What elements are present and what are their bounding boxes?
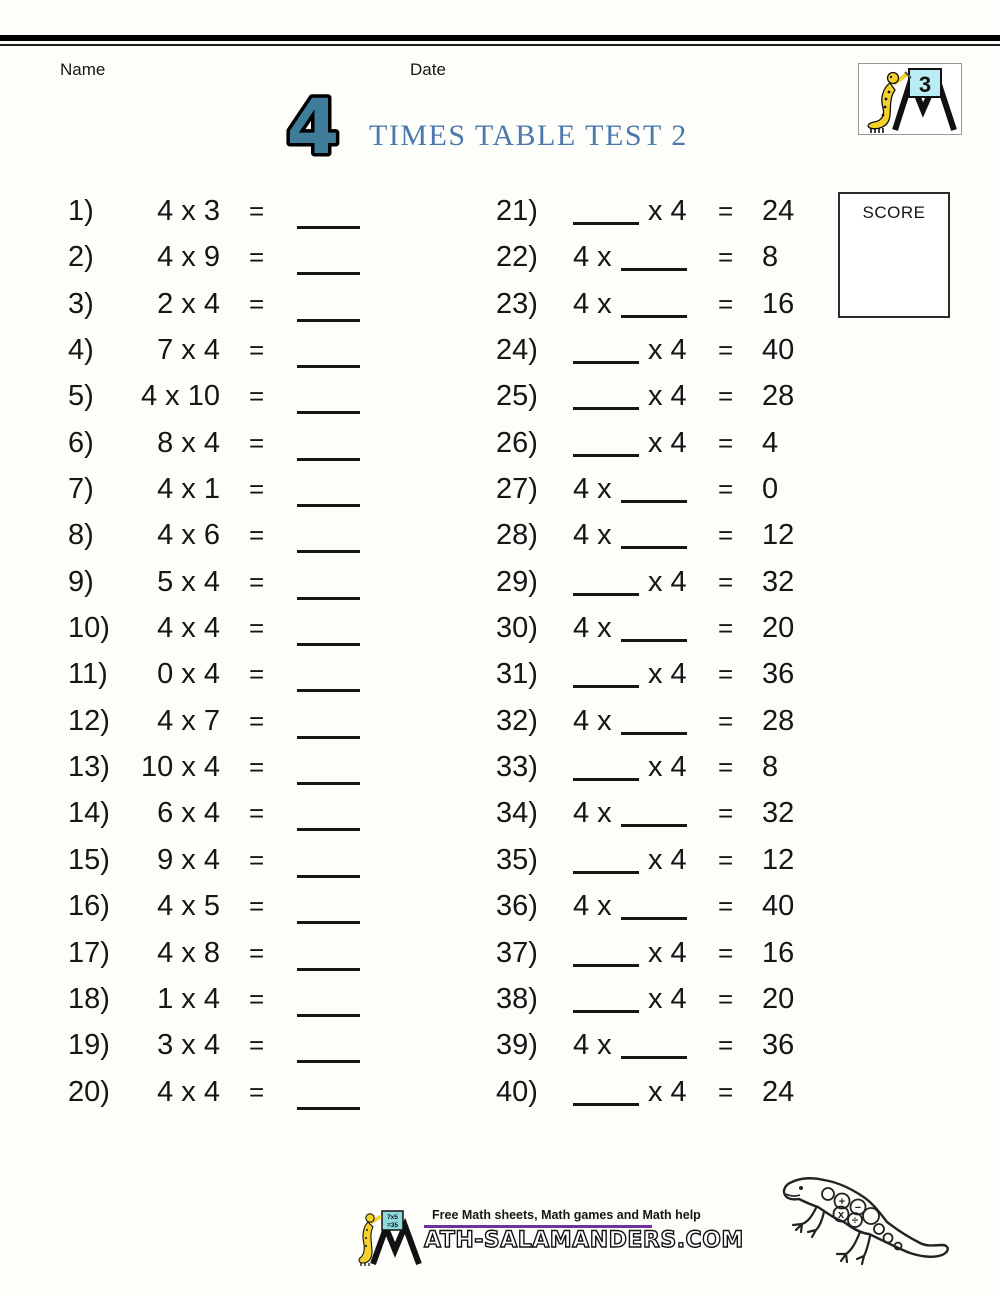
problem-number: 12) — [68, 704, 110, 737]
problem-number: 29) — [496, 565, 538, 598]
problem-number: 34) — [496, 797, 538, 830]
problem-expression: 4 x 7 — [157, 704, 220, 737]
problem-number: 38) — [496, 982, 538, 1015]
expression-text: 4 x — [573, 890, 612, 923]
problem-number: 4) — [68, 334, 94, 367]
equals-sign: = — [718, 613, 734, 644]
problem-expression — [573, 188, 687, 234]
problem-number: 3) — [68, 287, 94, 320]
expression-text: 4 x — [573, 287, 612, 320]
expression-text: x 4 — [648, 658, 687, 691]
salamander-illustration — [772, 1150, 972, 1288]
answer-value: 28 — [762, 380, 795, 413]
problem-number: 31) — [496, 658, 538, 691]
svg-text:−: − — [854, 1202, 862, 1214]
expression-text: x 4 — [648, 380, 687, 413]
answer-blank[interactable] — [573, 659, 639, 688]
answer-blank[interactable] — [573, 752, 639, 781]
answer-blank[interactable] — [621, 613, 687, 642]
problem-expression: 4 x 4 — [157, 612, 220, 645]
answer-blank[interactable] — [297, 615, 360, 646]
equals-sign: = — [718, 381, 734, 412]
equals-sign: = — [249, 983, 265, 1014]
problem-number: 7) — [68, 473, 94, 506]
expression-text: x 4 — [648, 426, 687, 459]
answer-blank[interactable] — [573, 428, 639, 457]
svg-text:x: x — [837, 1209, 845, 1221]
answer-value: 24 — [762, 1075, 795, 1108]
problem-expression — [573, 790, 687, 836]
problem-number: 14) — [68, 797, 110, 830]
problems-left-column — [68, 188, 428, 1115]
answer-blank[interactable] — [297, 522, 360, 553]
problem-row — [496, 559, 826, 605]
problem-number: 22) — [496, 241, 538, 274]
problem-number: 35) — [496, 843, 538, 876]
equals-sign: = — [249, 381, 265, 412]
problem-expression: 3 x 4 — [157, 1029, 220, 1062]
equals-sign: = — [249, 335, 265, 366]
answer-value: 16 — [762, 287, 795, 320]
problem-number: 27) — [496, 473, 538, 506]
answer-blank[interactable] — [297, 893, 360, 924]
problem-number: 23) — [496, 287, 538, 320]
salamander-eye — [799, 1186, 803, 1190]
problem-row — [68, 1069, 428, 1115]
answer-blank[interactable] — [297, 754, 360, 785]
answer-blank[interactable] — [621, 891, 687, 920]
problem-expression — [573, 373, 687, 419]
equals-sign: = — [718, 242, 734, 273]
equals-sign: = — [718, 288, 734, 319]
equals-sign: = — [718, 891, 734, 922]
answer-blank[interactable] — [297, 198, 360, 229]
footer-tagline: Free Math sheets, Math games and Math help — [432, 1208, 701, 1222]
problem-expression: 7 x 4 — [157, 334, 220, 367]
answer-blank[interactable] — [621, 474, 687, 503]
problem-row — [496, 512, 826, 558]
equals-sign: = — [718, 844, 734, 875]
answer-blank[interactable] — [621, 798, 687, 827]
answer-blank[interactable] — [297, 986, 360, 1017]
problem-expression — [573, 327, 687, 373]
answer-blank[interactable] — [297, 661, 360, 692]
problem-row — [68, 698, 428, 744]
equals-sign: = — [249, 566, 265, 597]
problem-number: 17) — [68, 936, 110, 969]
problem-number: 21) — [496, 195, 538, 227]
problem-expression — [573, 512, 687, 558]
equals-sign: = — [249, 474, 265, 505]
problem-number: 39) — [496, 1029, 538, 1062]
problem-row — [496, 883, 826, 929]
equals-sign: = — [249, 752, 265, 783]
problem-expression — [573, 420, 687, 466]
footer — [357, 1208, 744, 1266]
problem-number: 6) — [68, 426, 94, 459]
footer-logo-icon — [357, 1208, 423, 1266]
equals-sign: = — [718, 474, 734, 505]
title-number: 4 — [286, 90, 340, 160]
footer-wordmark-m-graphic — [373, 1226, 419, 1264]
equals-sign: = — [249, 891, 265, 922]
problem-row — [68, 883, 428, 929]
answer-blank[interactable] — [297, 430, 360, 461]
expression-text: x 4 — [648, 334, 687, 367]
problem-number: 26) — [496, 426, 538, 459]
answer-blank[interactable] — [297, 291, 360, 322]
answer-blank[interactable] — [297, 244, 360, 275]
equals-sign: = — [249, 937, 265, 968]
problem-expression — [573, 930, 687, 976]
site-logo — [858, 63, 962, 135]
equals-sign: = — [249, 196, 265, 226]
problem-number: 2) — [68, 241, 94, 274]
equals-sign: = — [718, 937, 734, 968]
problem-expression — [573, 883, 687, 929]
score-label: SCORE — [862, 203, 926, 222]
expression-text: 4 x — [573, 797, 612, 830]
problem-expression: 4 x 1 — [157, 473, 220, 506]
problem-row — [496, 1069, 826, 1115]
page-title — [281, 90, 688, 160]
problem-row — [496, 651, 826, 697]
problem-row — [68, 930, 428, 976]
equals-sign: = — [718, 659, 734, 690]
expression-text: x 4 — [648, 565, 687, 598]
problem-row — [68, 512, 428, 558]
problem-expression — [573, 651, 687, 697]
problem-expression: 8 x 4 — [157, 426, 220, 459]
problem-row — [496, 790, 826, 836]
problem-expression: 9 x 4 — [157, 843, 220, 876]
equals-sign: = — [718, 983, 734, 1014]
problem-number: 32) — [496, 704, 538, 737]
equals-sign: = — [249, 288, 265, 319]
logo-sign-number: 3 — [918, 72, 932, 97]
answer-blank[interactable] — [297, 847, 360, 878]
answer-blank[interactable] — [297, 337, 360, 368]
equals-sign: = — [249, 1030, 265, 1061]
answer-value: 36 — [762, 1029, 795, 1062]
answer-blank[interactable] — [621, 289, 687, 318]
problem-row — [68, 744, 428, 790]
answer-blank[interactable] — [573, 335, 639, 364]
equals-sign: = — [249, 659, 265, 690]
problem-expression — [573, 281, 687, 327]
problem-row — [496, 281, 826, 327]
answer-value: 20 — [762, 612, 795, 645]
answer-value: 12 — [762, 519, 795, 552]
page-title-text: TIMES TABLE TEST 2 — [369, 119, 688, 152]
problem-number: 10) — [68, 612, 110, 645]
problem-row — [68, 605, 428, 651]
equals-sign: = — [718, 705, 734, 736]
answer-blank[interactable] — [297, 940, 360, 971]
problem-number: 25) — [496, 380, 538, 413]
equals-sign: = — [718, 1030, 734, 1061]
answer-value: 8 — [762, 241, 779, 274]
answer-value: 12 — [762, 843, 795, 876]
answer-blank[interactable] — [621, 706, 687, 735]
problem-row — [496, 698, 826, 744]
problem-number: 40) — [496, 1075, 538, 1108]
expression-text: x 4 — [648, 195, 687, 227]
problem-row — [496, 976, 826, 1022]
svg-text:÷: ÷ — [851, 1215, 859, 1227]
answer-blank[interactable] — [297, 569, 360, 600]
problem-row — [68, 373, 428, 419]
equals-sign: = — [718, 566, 734, 597]
equals-sign: = — [718, 798, 734, 829]
expression-text: x 4 — [648, 1075, 687, 1108]
top-rule-thin — [0, 44, 1000, 46]
problem-row — [496, 420, 826, 466]
answer-value: 24 — [762, 195, 795, 227]
svg-text:+: + — [838, 1196, 846, 1208]
problem-expression: 2 x 4 — [157, 287, 220, 320]
problem-number: 9) — [68, 565, 94, 598]
problem-number: 13) — [68, 751, 110, 784]
equals-sign: = — [249, 705, 265, 736]
problem-row — [68, 1022, 428, 1068]
problem-number: 15) — [68, 843, 110, 876]
problem-row — [496, 234, 826, 280]
answer-value: 28 — [762, 704, 795, 737]
problem-number: 11) — [68, 658, 108, 691]
problem-number: 18) — [68, 982, 110, 1015]
answer-blank[interactable] — [573, 196, 639, 225]
problem-expression: 10 x 4 — [141, 751, 220, 784]
problem-row — [496, 605, 826, 651]
problem-row — [496, 373, 826, 419]
problem-number: 20) — [68, 1075, 110, 1108]
problem-number: 37) — [496, 936, 538, 969]
expression-text: x 4 — [648, 936, 687, 969]
equals-sign: = — [249, 427, 265, 458]
answer-blank[interactable] — [297, 383, 360, 414]
equals-sign: = — [718, 1076, 734, 1107]
answer-value: 20 — [762, 982, 795, 1015]
problem-number: 8) — [68, 519, 94, 552]
problem-row — [496, 466, 826, 512]
equals-sign: = — [249, 798, 265, 829]
expression-text: x 4 — [648, 751, 687, 784]
problem-row — [68, 281, 428, 327]
score-box — [838, 192, 950, 318]
equals-sign: = — [718, 520, 734, 551]
expression-text: 4 x — [573, 1029, 612, 1062]
problem-number: 16) — [68, 890, 110, 923]
date-label: Date — [410, 60, 446, 79]
answer-blank[interactable] — [573, 845, 639, 874]
salamander-body — [784, 1178, 948, 1256]
expression-text: 4 x — [573, 704, 612, 737]
problem-number: 33) — [496, 751, 538, 784]
problem-expression — [573, 1022, 687, 1068]
title-number-graphic — [281, 90, 345, 160]
problem-row — [496, 930, 826, 976]
problem-expression: 4 x 4 — [157, 1075, 220, 1108]
problem-expression — [573, 698, 687, 744]
answer-blank[interactable] — [573, 567, 639, 596]
problem-row — [496, 837, 826, 883]
problem-expression — [573, 559, 687, 605]
answer-blank[interactable] — [297, 800, 360, 831]
answer-blank[interactable] — [621, 1030, 687, 1059]
problem-number: 28) — [496, 519, 538, 552]
problem-expression: 6 x 4 — [157, 797, 220, 830]
problem-expression: 4 x 3 — [157, 195, 220, 227]
answer-blank[interactable] — [573, 938, 639, 967]
equals-sign: = — [249, 520, 265, 551]
expression-text: x 4 — [648, 982, 687, 1015]
problem-number: 5) — [68, 380, 94, 413]
equals-sign: = — [249, 1076, 265, 1107]
answer-blank[interactable] — [297, 1032, 360, 1063]
problem-row — [68, 327, 428, 373]
equals-sign: = — [249, 242, 265, 273]
problem-expression — [573, 837, 687, 883]
problem-number: 30) — [496, 612, 538, 645]
answer-value: 32 — [762, 565, 795, 598]
problem-expression — [573, 234, 687, 280]
expression-text: 4 x — [573, 519, 612, 552]
problem-expression: 4 x 9 — [157, 241, 220, 274]
expression-text: 4 x — [573, 473, 612, 506]
problem-row — [496, 744, 826, 790]
answer-blank[interactable] — [621, 520, 687, 549]
problem-row — [68, 234, 428, 280]
problem-expression: 4 x 5 — [157, 890, 220, 923]
problems-right-column — [496, 188, 826, 1115]
problem-row — [68, 651, 428, 697]
problem-expression: 4 x 8 — [157, 936, 220, 969]
answer-blank[interactable] — [573, 1077, 639, 1106]
answer-value: 4 — [762, 426, 779, 459]
problem-number: 24) — [496, 334, 538, 367]
problem-row — [68, 559, 428, 605]
problem-row — [496, 188, 826, 234]
problem-number: 1) — [68, 195, 94, 227]
answer-blank[interactable] — [621, 242, 687, 271]
problem-expression — [573, 1069, 687, 1115]
answer-blank[interactable] — [297, 1079, 360, 1110]
equals-sign: = — [249, 613, 265, 644]
name-label: Name — [60, 60, 106, 79]
expression-text: 4 x — [573, 241, 612, 274]
problem-row — [68, 188, 428, 234]
problem-expression: 0 x 4 — [157, 658, 220, 691]
problem-expression: 4 x 6 — [157, 519, 220, 552]
answer-blank[interactable] — [297, 476, 360, 507]
answer-value: 36 — [762, 658, 795, 691]
footer-sign-line2: =35 — [386, 1222, 399, 1229]
answer-value: 32 — [762, 797, 795, 830]
problem-row — [496, 1022, 826, 1068]
answer-value: 8 — [762, 751, 779, 784]
top-rule-thick — [0, 35, 1000, 41]
problem-expression — [573, 744, 687, 790]
answer-value: 40 — [762, 334, 795, 367]
answer-value: 16 — [762, 936, 795, 969]
equals-sign: = — [249, 844, 265, 875]
answer-blank[interactable] — [573, 381, 639, 410]
problem-expression: 5 x 4 — [157, 565, 220, 598]
problem-row — [68, 976, 428, 1022]
problem-expression — [573, 466, 687, 512]
footer-wordmark: ATH-SALAMANDERS.COM — [424, 1228, 744, 1253]
problem-row — [68, 420, 428, 466]
expression-text: x 4 — [648, 843, 687, 876]
answer-blank[interactable] — [297, 708, 360, 739]
equals-sign: = — [718, 752, 734, 783]
problem-expression — [573, 976, 687, 1022]
equals-sign: = — [718, 196, 734, 226]
expression-text: 4 x — [573, 612, 612, 645]
equals-sign: = — [718, 427, 734, 458]
problem-expression: 1 x 4 — [157, 982, 220, 1015]
problem-row — [68, 466, 428, 512]
logo-salamander-icon — [859, 64, 961, 134]
problem-number: 36) — [496, 890, 538, 923]
equals-sign: = — [718, 335, 734, 366]
problem-expression — [573, 605, 687, 651]
answer-value: 40 — [762, 890, 795, 923]
answer-value: 0 — [762, 473, 779, 506]
problem-row — [68, 837, 428, 883]
logo-salamander-body — [868, 83, 895, 129]
problem-number: 19) — [68, 1029, 110, 1062]
problem-row — [68, 790, 428, 836]
footer-sign-line1: 7x5 — [387, 1214, 398, 1221]
problem-expression: 4 x 10 — [141, 380, 220, 413]
logo-salamander-head — [888, 73, 899, 84]
answer-blank[interactable] — [573, 984, 639, 1013]
problem-row — [496, 327, 826, 373]
